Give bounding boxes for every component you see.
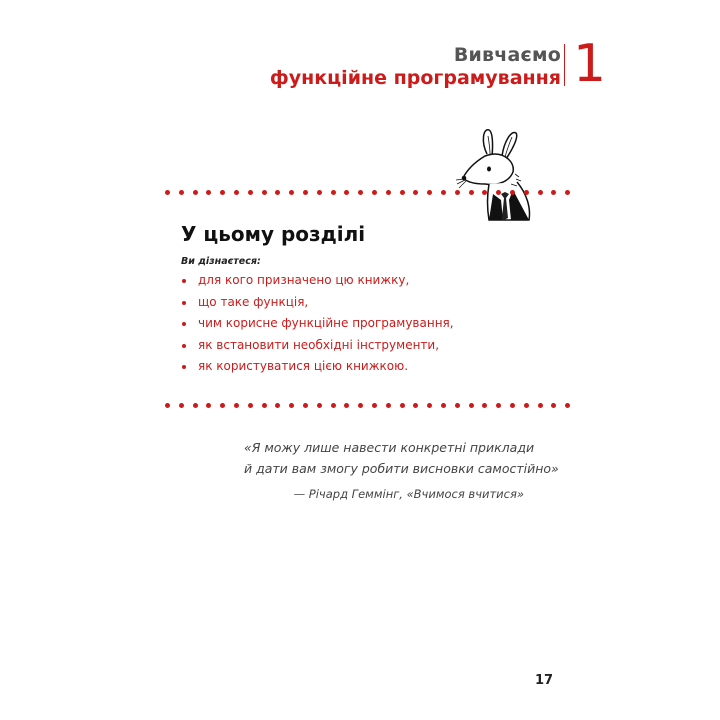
divider-dot [386,190,391,195]
divider-dot [248,403,253,408]
divider-dot [413,190,418,195]
divider-dot [262,190,267,195]
divider-dot [524,190,529,195]
bullet-icon [182,322,186,326]
divider-dot [344,190,349,195]
divider-dot [220,190,225,195]
divider-dot [372,403,377,408]
rabbit-in-suit-icon [455,124,555,224]
list-item [181,335,454,357]
divider-dot [413,403,418,408]
chapter-header [270,44,561,90]
list-item-text: для кого призначено цю книжку, [198,273,410,287]
list-item [181,270,454,292]
bullet-icon [182,344,186,348]
list-item-text: як користуватися цією книжкою. [198,359,409,373]
divider-dot [331,403,336,408]
divider-dot [469,190,474,195]
divider-dot [372,190,377,195]
divider-dot [427,403,432,408]
divider-dot [165,190,170,195]
divider-dot [179,190,184,195]
list-item [181,292,454,314]
divider-dot [427,190,432,195]
divider-dot [344,403,349,408]
divider-dot [524,403,529,408]
quote-attribution: — Річард Геммінг, «Вчимося вчитися» [293,487,524,501]
divider-dot [400,190,405,195]
divider-dot [386,403,391,408]
divider-dot [565,403,570,408]
section-title: У цьому розділі [181,222,366,246]
chapter-number: 1 [573,34,607,94]
divider-dot [510,190,515,195]
divider-dot [179,403,184,408]
divider-dot [551,190,556,195]
learning-goals-list [181,270,454,378]
quote-line: «Я можу лише навести конкретні приклади [244,440,535,455]
divider-dot [234,403,239,408]
dotted-divider-top [165,190,575,196]
dotted-divider-bottom [165,403,575,409]
divider-dot [165,403,170,408]
epigraph-quote [244,437,559,479]
list-item-text: чим корисне функційне програмування, [198,316,454,330]
bullet-icon [182,365,186,369]
divider-dot [234,190,239,195]
bullet-icon [182,301,186,305]
divider-dot [331,190,336,195]
divider-dot [317,403,322,408]
divider-dot [358,190,363,195]
divider-dot [303,403,308,408]
divider-dot [455,190,460,195]
bullet-icon [182,279,186,283]
divider-dot [193,190,198,195]
divider-dot [206,403,211,408]
divider-dot [193,403,198,408]
divider-dot [400,403,405,408]
divider-dot [248,190,253,195]
divider-dot [482,190,487,195]
divider-dot [496,190,501,195]
divider-dot [303,190,308,195]
section-intro: Ви дізнаєтеся: [181,256,261,267]
divider-dot [455,403,460,408]
quote-line: й дати вам змогу робити висновки самостійно» [244,461,559,476]
divider-dot [496,403,501,408]
list-item [181,356,454,378]
divider-dot [289,190,294,195]
list-item [181,313,454,335]
chapter-title-line1: Вивчаємо [453,44,561,66]
divider-dot [275,190,280,195]
divider-dot [358,403,363,408]
divider-dot [482,403,487,408]
divider-dot [220,403,225,408]
divider-dot [317,190,322,195]
divider-dot [510,403,515,408]
page-number: 17 [535,673,554,688]
divider-dot [206,190,211,195]
divider-dot [551,403,556,408]
chapter-title-line2: функційне програмування [269,67,561,89]
list-item-text: як встановити необхідні інструменти, [198,337,440,352]
divider-dot [441,403,446,408]
header-divider [564,44,565,86]
divider-dot [469,403,474,408]
divider-dot [538,190,543,195]
divider-dot [289,403,294,408]
divider-dot [565,190,570,195]
divider-dot [275,403,280,408]
divider-dot [441,190,446,195]
divider-dot [262,403,267,408]
divider-dot [538,403,543,408]
list-item-text: що таке функція, [198,294,309,309]
